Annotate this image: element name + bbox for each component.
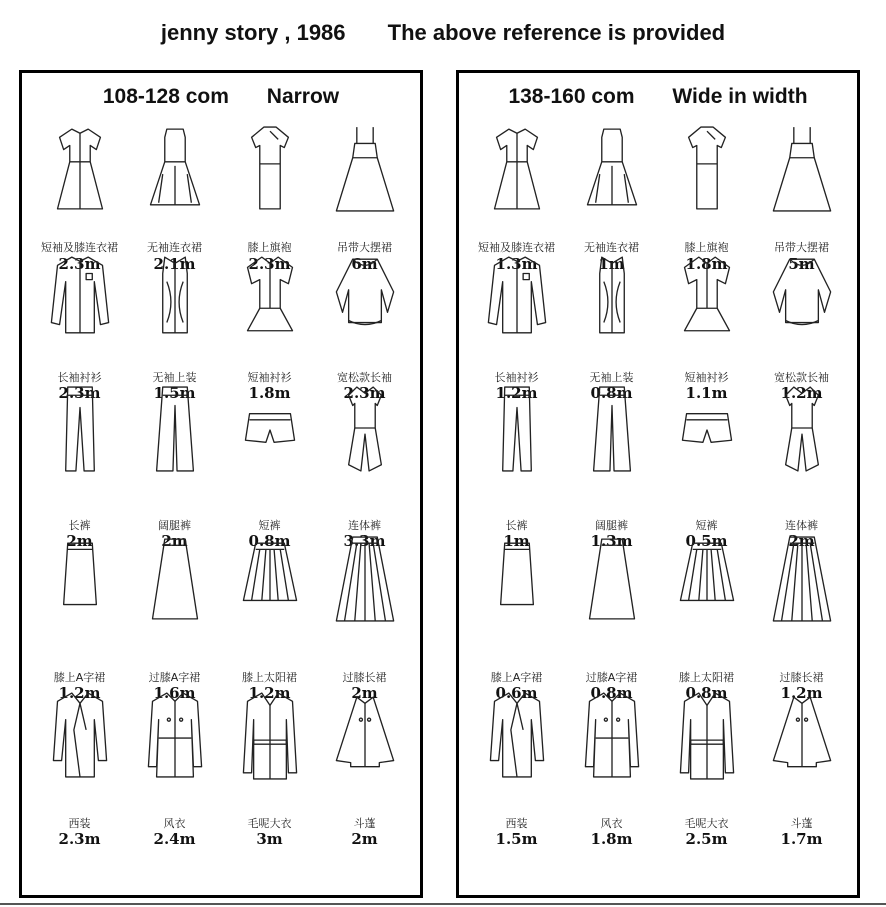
garment-name: 无袖上装: [152, 371, 197, 384]
fabric-length: 2.3m: [58, 384, 101, 402]
midi-a-line-skirt-icon: [144, 533, 206, 625]
midi-a-line-skirt-icon: [581, 533, 643, 625]
sleeveless-top-icon: [581, 251, 643, 343]
garment-item: [222, 689, 317, 849]
garment-name: 毛呢大衣: [247, 817, 292, 830]
sleeveless-dress-icon: [581, 123, 643, 215]
fabric-length: 2m: [788, 532, 815, 550]
garment-name: 无袖连衣裙: [147, 241, 202, 254]
fabric-length: 1.7m: [780, 830, 823, 848]
garment-item: [564, 689, 659, 849]
qipao-icon: [676, 123, 738, 215]
garment-item: [222, 123, 317, 273]
fabric-length: 2m: [351, 830, 378, 848]
panel-wide: [456, 70, 860, 898]
fabric-length: 2m: [161, 532, 188, 550]
fabric-length: 6m: [351, 255, 378, 273]
garment-name: 吊带大摆裙: [774, 241, 829, 254]
loose-blouse-icon: [334, 251, 396, 343]
fabric-length: 0.5m: [685, 532, 728, 550]
garment-name: 过膝长裙: [779, 671, 824, 684]
garment-name: 阔腿裤: [595, 519, 628, 532]
garment-name: 短裤: [258, 519, 281, 532]
garment-name: 阔腿裤: [158, 519, 191, 532]
short-sleeve-dress-icon: [49, 123, 111, 215]
wool-coat-icon: [239, 689, 301, 781]
a-line-skirt-icon: [486, 533, 548, 625]
fabric-length: 2.3m: [58, 830, 101, 848]
fabric-length: 1m: [503, 532, 530, 550]
pleated-skirt-icon: [239, 533, 301, 625]
panel-narrow: [19, 70, 423, 898]
garment-name: 长袖衬衫: [57, 371, 102, 384]
garment-item: [222, 251, 317, 402]
garment-name: 风衣: [600, 817, 623, 830]
trench-coat-icon: [144, 689, 206, 781]
garment-item: [32, 383, 127, 550]
page-header: [0, 20, 886, 46]
garment-name: 西装: [68, 817, 91, 830]
trench-coat-icon: [581, 689, 643, 781]
trousers-icon: [486, 383, 548, 475]
garment-item: [317, 689, 412, 849]
fabric-length: 0.8m: [248, 532, 291, 550]
fit-label: Wide in width: [672, 85, 808, 108]
garment-item: [317, 251, 412, 402]
fabric-length: 2.1m: [153, 255, 196, 273]
fabric-length: 5m: [788, 255, 815, 273]
garment-item: [469, 123, 564, 273]
size-range: 108-128 com: [102, 85, 229, 108]
fabric-length: 1m: [598, 255, 625, 273]
fabric-length: 1.5m: [495, 830, 538, 848]
fabric-length: 1.2m: [248, 684, 291, 702]
garment-item: [754, 383, 849, 550]
garment-name: 西装: [505, 817, 528, 830]
pleated-skirt-icon: [676, 533, 738, 625]
garment-item: [659, 123, 754, 273]
size-range: 138-160 com: [508, 85, 635, 108]
fabric-length: 1.2m: [58, 684, 101, 702]
sleeveless-top-icon: [144, 251, 206, 343]
garment-name: 膝上A字裙: [490, 671, 543, 684]
garment-item: [469, 689, 564, 849]
garment-item: [564, 251, 659, 402]
fabric-length: 1.1m: [685, 384, 728, 402]
bottom-divider: [0, 903, 886, 905]
cape-icon: [771, 689, 833, 781]
blazer-icon: [486, 689, 548, 781]
garment-item: [659, 689, 754, 849]
garment-item: [754, 251, 849, 402]
garment-name: 膝上太阳裙: [679, 671, 734, 684]
fabric-length: 0.8m: [590, 384, 633, 402]
strap-gown-icon: [771, 123, 833, 215]
fabric-length: 2.5m: [685, 830, 728, 848]
qipao-icon: [239, 123, 301, 215]
trousers-icon: [49, 383, 111, 475]
garment-item: [564, 123, 659, 273]
fabric-length: 2m: [66, 532, 93, 550]
garment-name: 斗蓬: [790, 817, 813, 830]
blazer-icon: [49, 689, 111, 781]
wide-leg-pants-icon: [144, 383, 206, 475]
garment-item: [222, 383, 317, 550]
garment-item: [659, 251, 754, 402]
garment-name: 过膝A字裙: [585, 671, 638, 684]
garment-item: [754, 123, 849, 273]
garment-name: 无袖连衣裙: [584, 241, 639, 254]
peplum-shirt-icon: [676, 251, 738, 343]
garment-name: 膝上太阳裙: [242, 671, 297, 684]
garment-name: 过膝A字裙: [148, 671, 201, 684]
peplum-shirt-icon: [239, 251, 301, 343]
fabric-length: 1.3m: [590, 532, 633, 550]
garment-item: [564, 533, 659, 702]
fabric-length: 1.2m: [780, 384, 823, 402]
loose-blouse-icon: [771, 251, 833, 343]
strap-gown-icon: [334, 123, 396, 215]
garment-item: [317, 383, 412, 550]
garment-name: 连体裤: [348, 519, 381, 532]
garment-name: 膝上旗袍: [684, 241, 729, 254]
fabric-length: 3m: [256, 830, 283, 848]
garment-item: [469, 383, 564, 550]
fabric-length: 2.3m: [343, 384, 386, 402]
garment-item: [469, 533, 564, 702]
cape-icon: [334, 689, 396, 781]
fabric-length: 1.2m: [495, 384, 538, 402]
shorts-icon: [239, 383, 301, 475]
fabric-length: 1.3m: [495, 255, 538, 273]
garment-item: [317, 533, 412, 702]
garment-name: 无袖上装: [589, 371, 634, 384]
fabric-length: 1.8m: [685, 255, 728, 273]
reference-note: The above reference is provided: [387, 20, 726, 45]
garment-name: 膝上旗袍: [247, 241, 292, 254]
long-pleated-skirt-icon: [334, 533, 396, 625]
garment-item: [32, 689, 127, 849]
fabric-length: 0.8m: [685, 684, 728, 702]
garment-name: 长袖衬衫: [494, 371, 539, 384]
garment-item: [754, 689, 849, 849]
garment-name: 吊带大摆裙: [337, 241, 392, 254]
garment-item: [754, 533, 849, 702]
garment-name: 短袖衬衫: [247, 371, 292, 384]
garment-name: 短袖及膝连衣裙: [41, 241, 118, 254]
garment-name: 短袖衬衫: [684, 371, 729, 384]
garment-item: [659, 383, 754, 550]
garment-name: 宽松款长袖: [774, 371, 829, 384]
long-pleated-skirt-icon: [771, 533, 833, 625]
fabric-length: 0.6m: [495, 684, 538, 702]
garment-item: [564, 383, 659, 550]
wide-leg-pants-icon: [581, 383, 643, 475]
garment-name: 短袖及膝连衣裙: [478, 241, 555, 254]
jumpsuit-icon: [334, 383, 396, 475]
fabric-length: 1.8m: [248, 384, 291, 402]
sleeveless-dress-icon: [144, 123, 206, 215]
fabric-length: 2m: [351, 684, 378, 702]
panel-title: [459, 85, 857, 109]
garment-item: [317, 123, 412, 273]
long-sleeve-shirt-icon: [486, 251, 548, 343]
garment-name: 斗蓬: [353, 817, 376, 830]
garment-item: [127, 123, 222, 273]
fabric-length: 1.2m: [780, 684, 823, 702]
garment-item: [127, 251, 222, 402]
garment-name: 宽松款长袖: [337, 371, 392, 384]
fabric-length: 2.4m: [153, 830, 196, 848]
garment-name: 长裤: [68, 519, 91, 532]
garment-item: [469, 251, 564, 402]
a-line-skirt-icon: [49, 533, 111, 625]
garment-item: [127, 383, 222, 550]
short-sleeve-dress-icon: [486, 123, 548, 215]
brand-text: jenny story , 1986: [160, 20, 346, 45]
garment-item: [32, 123, 127, 273]
garment-item: [127, 533, 222, 702]
garment-grid: [32, 123, 412, 849]
garment-name: 短裤: [695, 519, 718, 532]
fabric-length: 0.8m: [590, 684, 633, 702]
garment-name: 膝上A字裙: [53, 671, 106, 684]
garment-name: 连体裤: [785, 519, 818, 532]
panel-title: [22, 85, 420, 109]
fabric-length: 1.6m: [153, 684, 196, 702]
garment-name: 毛呢大衣: [684, 817, 729, 830]
garment-item: [32, 251, 127, 402]
garment-grid: [469, 123, 849, 849]
garment-name: 风衣: [163, 817, 186, 830]
fabric-length: 2.3m: [58, 255, 101, 273]
fit-label: Narrow: [266, 85, 340, 108]
jumpsuit-icon: [771, 383, 833, 475]
fabric-length: 1.5m: [153, 384, 196, 402]
garment-item: [127, 689, 222, 849]
shorts-icon: [676, 383, 738, 475]
garment-item: [222, 533, 317, 702]
fabric-length: 3.3m: [343, 532, 386, 550]
garment-item: [32, 533, 127, 702]
garment-name: 长裤: [505, 519, 528, 532]
garment-item: [659, 533, 754, 702]
fabric-length: 2.3m: [248, 255, 291, 273]
garment-name: 过膝长裙: [342, 671, 387, 684]
fabric-length: 1.8m: [590, 830, 633, 848]
wool-coat-icon: [676, 689, 738, 781]
long-sleeve-shirt-icon: [49, 251, 111, 343]
